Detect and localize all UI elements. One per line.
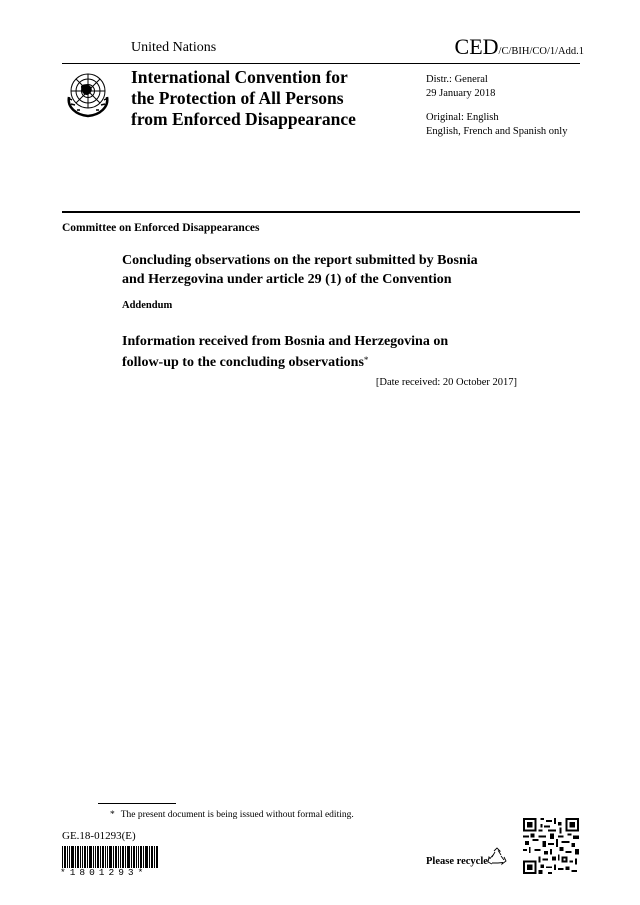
committee-name: Committee on Enforced Disappearances bbox=[62, 222, 260, 234]
document-symbol bbox=[455, 34, 584, 60]
org-name: United Nations bbox=[131, 40, 217, 55]
title-line: follow-up to the concluding observations bbox=[122, 355, 364, 370]
footnote-text: The present document is being issued without formal editing. bbox=[120, 810, 354, 820]
distribution-block bbox=[426, 73, 567, 139]
available-languages: English, French and Spanish only bbox=[426, 126, 568, 137]
information-title bbox=[122, 332, 448, 372]
document-number: GE.18-01293(E) bbox=[62, 830, 136, 842]
header-rule bbox=[62, 63, 580, 64]
convention-title-line: International Convention for bbox=[131, 67, 348, 87]
footnote-marker: * bbox=[110, 810, 115, 820]
qr-code-icon bbox=[523, 818, 579, 874]
concluding-observations-title bbox=[122, 251, 478, 289]
barcode-number: *1801293* bbox=[60, 867, 148, 878]
footnote-reference: * bbox=[363, 355, 369, 365]
symbol-suffix: /C/BIH/CO/1/Add.1 bbox=[498, 46, 584, 57]
title-line: Concluding observations on the report submitted by Bosnia bbox=[122, 253, 478, 268]
issue-date: 29 January 2018 bbox=[426, 88, 496, 99]
convention-title-line: the Protection of All Persons bbox=[131, 88, 344, 108]
title-line: Information received from Bosnia and Herzegovina on bbox=[122, 334, 449, 349]
distribution-status: Distr.: General bbox=[426, 74, 488, 85]
footnote-rule bbox=[98, 803, 176, 804]
date-received: [Date received: 20 October 2017] bbox=[375, 377, 517, 388]
convention-title-line: from Enforced Disappearance bbox=[131, 109, 356, 129]
section-rule bbox=[62, 211, 580, 213]
addendum-label: Addendum bbox=[122, 300, 173, 311]
barcode-icon bbox=[62, 846, 158, 868]
symbol-prefix: CED bbox=[454, 34, 499, 59]
title-line: and Herzegovina under article 29 (1) of the Convention bbox=[122, 272, 452, 287]
footnote bbox=[110, 810, 354, 820]
convention-title bbox=[131, 67, 356, 130]
recycle-icon bbox=[486, 847, 508, 869]
recycle-label: Please recycle bbox=[426, 856, 488, 867]
original-language: Original: English bbox=[426, 112, 499, 123]
un-emblem-icon bbox=[62, 67, 114, 119]
